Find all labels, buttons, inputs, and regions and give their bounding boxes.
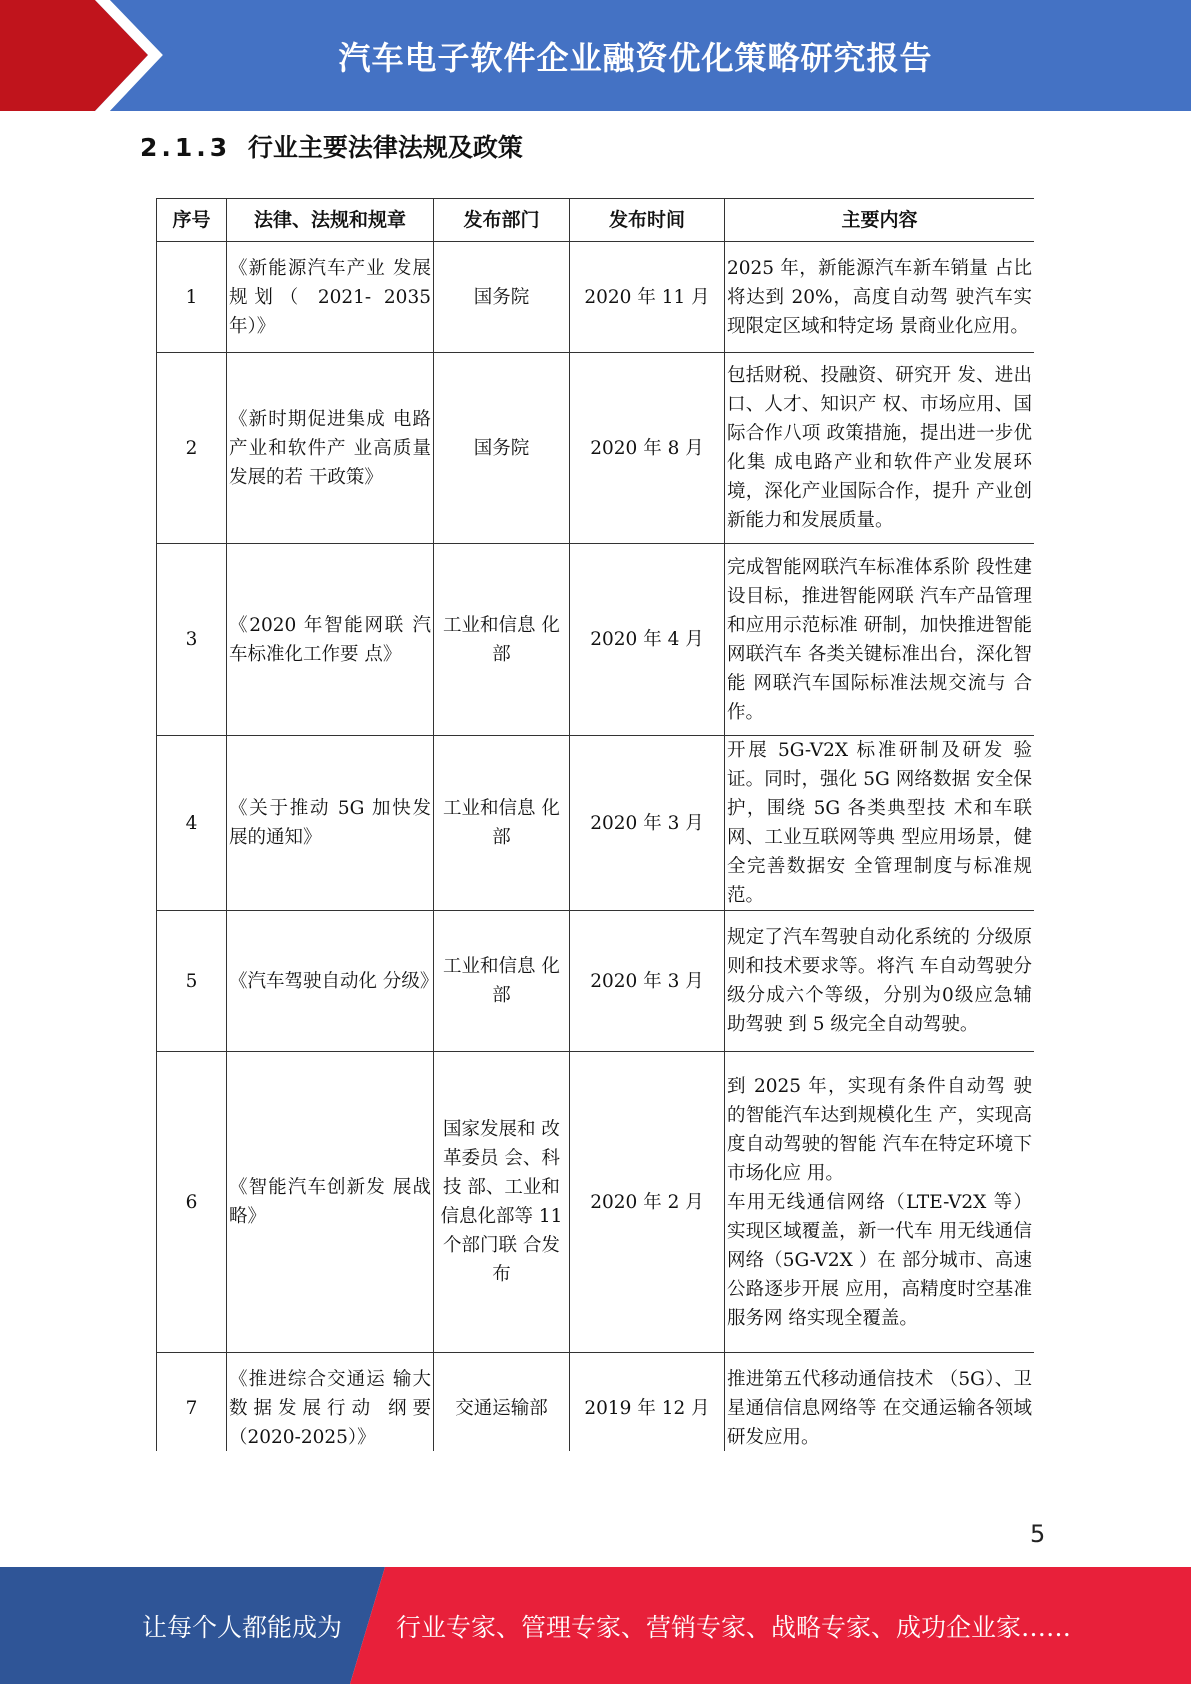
cell-date: 2020 年 8 月 [570,353,725,544]
footer-slogan-left: 让每个人都能成为 [142,1612,343,1642]
cell-dept: 工业和信息 化部 [434,544,570,736]
cell-content: 包括财税、投融资、研究开 发、进出口、人才、知识产 权、市场应用、国际合作八项 政策措施，提出进一步优化集 成电路产业和软件产业发展环 境，深化产业国际合作，提升 产业创新能力和发展质量。 [725,353,1035,544]
section-heading [140,128,523,164]
cell-date: 2019 年 12 月 [570,1353,725,1452]
header-banner [0,0,1191,111]
cell-date: 2020 年 3 月 [570,736,725,911]
header-dept: 发布部门 [434,199,570,242]
header-law: 法律、法规和规章 [227,199,434,242]
section-number: 2.1.3 [140,133,232,162]
cell-law: 《新时期促进集成 电路产业和软件产 业高质量发展的若 干政策》 [227,353,434,544]
cell-no: 2 [157,353,227,544]
cell-no: 7 [157,1353,227,1452]
table-row [157,736,1035,911]
cell-law: 《新能源汽车产业 发展规划（ 2021- 2035年）》 [227,242,434,353]
cell-dept: 交通运输部 [434,1353,570,1452]
cell-dept: 国务院 [434,353,570,544]
table-row [157,911,1035,1052]
cell-content: 规定了汽车驾驶自动化系统的 分级原则和技术要求等。将汽 车自动驾驶分级分成六个等级，分别为0级应急辅助驾驶 到 5 级完全自动驾驶。 [725,911,1035,1052]
cell-dept: 工业和信息 化部 [434,736,570,911]
cell-no: 6 [157,1052,227,1353]
cell-dept: 国务院 [434,242,570,353]
table-row [157,242,1035,353]
content-paragraph: 车用无线通信网络（LTE-V2X 等）实现区域覆盖，新一代车 用无线通信网络（5G-V2X ）在 部分城市、高速公路逐步开展 应用，高精度时空基准服务网 络实现全覆盖。 [727,1191,1032,1329]
cell-content: 开展 5G-V2X 标准研制及研发 验证。同时，强化 5G 网络数据 安全保护，围绕 5G 各类典型技 术和车联网、工业互联网等典 型应用场景，健全完善数据安 全管理制度与标准规范。 [725,736,1035,911]
cell-law: 《推进综合交通运 输大数据发展行动 纲要（2020-2025）》 [227,1353,434,1452]
table-header-row [157,199,1035,242]
section-title: 行业主要法律法规及政策 [247,133,523,162]
cell-no: 1 [157,242,227,353]
cell-date: 2020 年 3 月 [570,911,725,1052]
footer-slogan-right: 行业专家、管理专家、营销专家、战略专家、成功企业家…… [396,1612,1072,1642]
header-date: 发布时间 [570,199,725,242]
cell-content: 推进第五代移动通信技术 （5G）、卫星通信信息网络等 在交通运输各领域研发应用。 [725,1353,1035,1452]
cell-content: 2025 年，新能源汽车新车销量 占比将达到 20%，高度自动驾 驶汽车实现限定区域和特定场 景商业化应用。 [725,242,1035,353]
content-paragraph: 到 2025 年，实现有条件自动驾 驶的智能汽车达到规模化生 产，实现高度自动驾驶的智能 汽车在特定环境下市场化应 用。 [727,1075,1032,1184]
table-row [157,1052,1035,1353]
cell-content [725,1052,1035,1353]
cell-law: 《汽车驾驶自动化 分级》 [227,911,434,1052]
header-no: 序号 [157,199,227,242]
cell-date: 2020 年 4 月 [570,544,725,736]
cell-date: 2020 年 2 月 [570,1052,725,1353]
cell-no: 4 [157,736,227,911]
table-row [157,544,1035,736]
cell-no: 3 [157,544,227,736]
cell-law: 《智能汽车创新发 展战略》 [227,1052,434,1353]
page-number: 5 [1030,1520,1046,1548]
header-content: 主要内容 [725,199,1035,242]
cell-date: 2020 年 11 月 [570,242,725,353]
cell-no: 5 [157,911,227,1052]
cell-content: 完成智能网联汽车标准体系阶 段性建设目标，推进智能网联 汽车产品管理和应用示范标准 研制，加快推进智能网联汽车 各类关键标准出台，深化智能 网联汽车国际标准法规交流与 合作。 [725,544,1035,736]
policy-table [156,198,1034,1451]
cell-law: 《2020 年智能网联 汽车标准化工作要 点》 [227,544,434,736]
report-title: 汽车电子软件企业融资优化策略研究报告 [338,38,933,77]
table-row [157,353,1035,544]
footer-banner [0,1567,1191,1684]
cell-law: 《关于推动 5G 加快发展的通知》 [227,736,434,911]
table-row [157,1353,1035,1452]
policy-table-container [156,198,1034,1451]
cell-dept: 工业和信息 化部 [434,911,570,1052]
cell-dept: 国家发展和 改革委员 会、科技 部、工业和信息化部等 11 个部门联 合发布 [434,1052,570,1353]
